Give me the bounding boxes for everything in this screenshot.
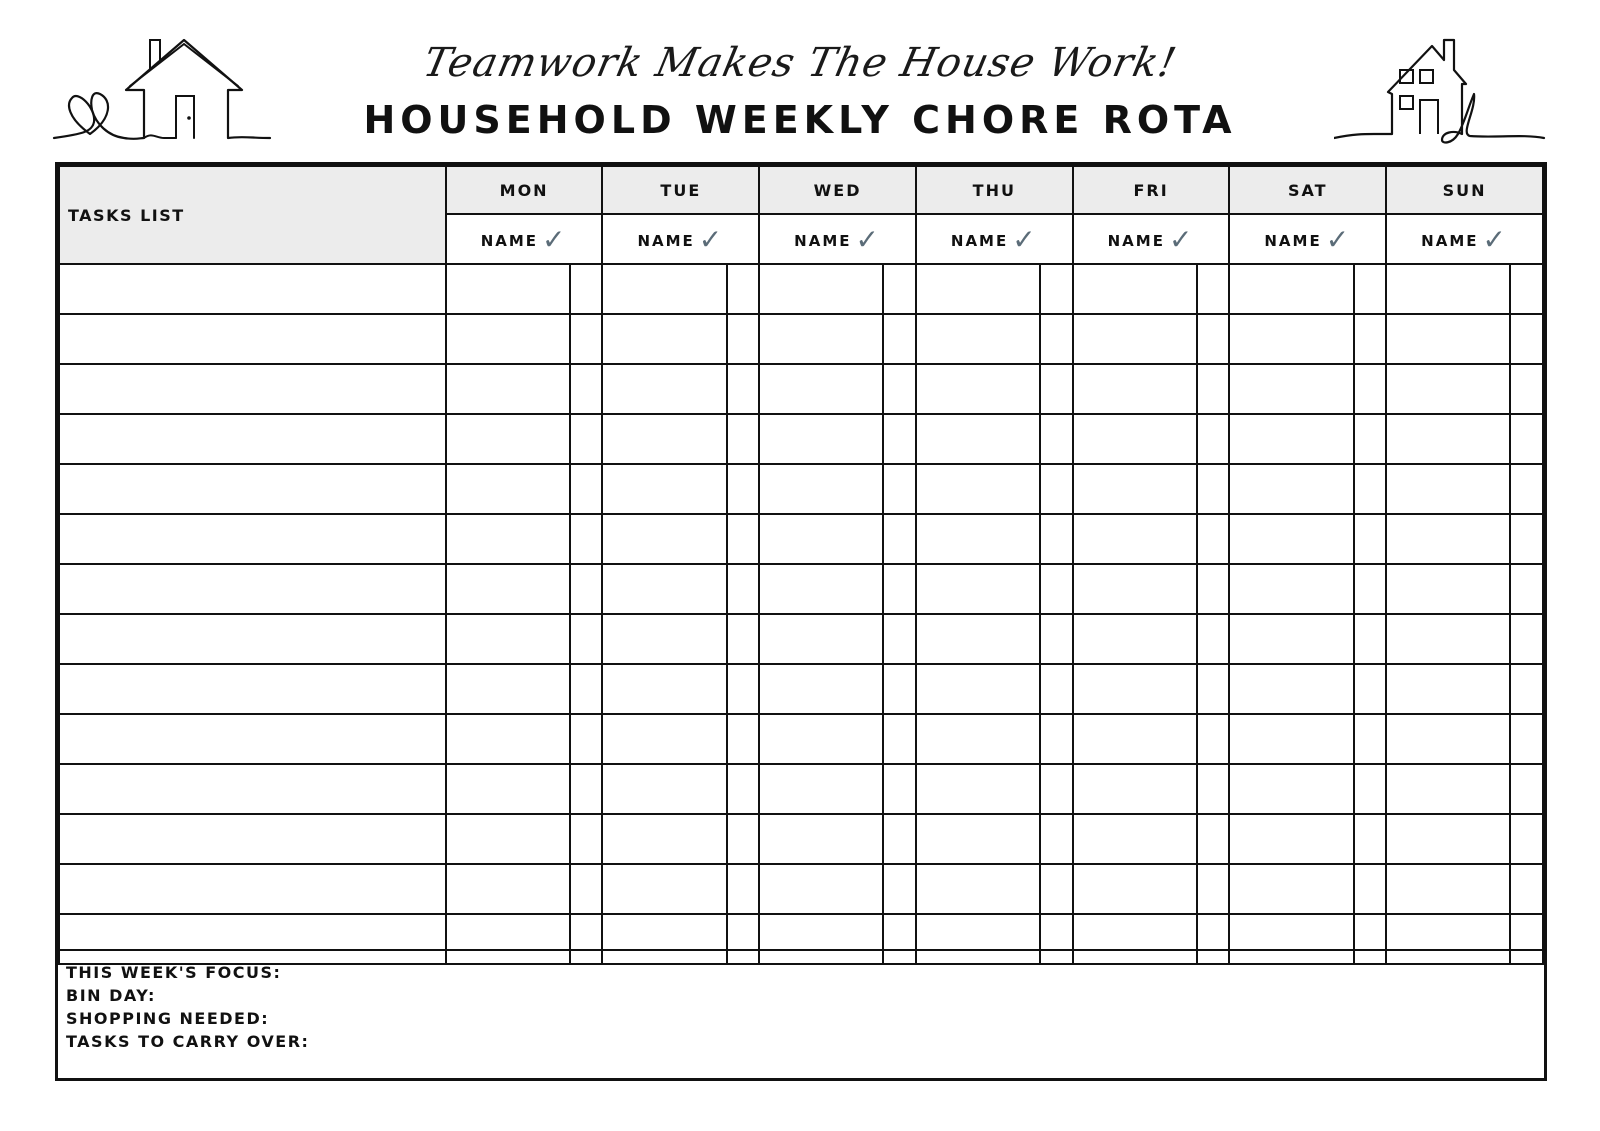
name-cell-sun[interactable] (1386, 664, 1510, 714)
name-cell-wed[interactable] (759, 314, 883, 364)
name-cell-thu[interactable] (916, 864, 1040, 914)
checkbox-cell-wed[interactable] (883, 264, 916, 314)
name-cell-wed[interactable] (759, 614, 883, 664)
checkbox-cell-thu[interactable] (1040, 414, 1073, 464)
name-cell-mon[interactable] (446, 664, 570, 714)
name-cell-mon[interactable] (446, 814, 570, 864)
name-cell-wed[interactable] (759, 864, 883, 914)
checkbox-cell-mon[interactable] (570, 814, 603, 864)
task-cell[interactable] (59, 764, 446, 814)
checkbox-cell-fri[interactable] (1197, 264, 1230, 314)
header (0, 0, 1600, 160)
day-header-thu: THU (916, 166, 1073, 214)
name-cell-wed[interactable] (759, 664, 883, 714)
name-cell-fri[interactable] (1073, 514, 1197, 564)
checkbox-cell-wed[interactable] (883, 414, 916, 464)
name-cell-fri[interactable] (1073, 564, 1197, 614)
name-cell-sun[interactable] (1386, 614, 1510, 664)
checkbox-cell-sun[interactable] (1510, 864, 1543, 914)
name-cell-fri[interactable] (1073, 264, 1197, 314)
task-cell[interactable] (59, 514, 446, 564)
checkbox-cell-fri[interactable] (1197, 414, 1230, 464)
name-cell-tue[interactable] (602, 814, 726, 864)
name-cell-mon[interactable] (446, 614, 570, 664)
chore-table-frame (55, 162, 1547, 1081)
checkbox-cell-sat[interactable] (1354, 864, 1387, 914)
name-cell-fri[interactable] (1073, 864, 1197, 914)
name-cell-sun[interactable] (1386, 764, 1510, 814)
task-cell[interactable] (59, 314, 446, 364)
table-row (59, 614, 1543, 664)
name-header-tue (602, 214, 759, 264)
table-row (59, 414, 1543, 464)
checkbox-cell-sun[interactable] (1510, 614, 1543, 664)
checkbox-cell-tue[interactable] (727, 314, 760, 364)
table-row (59, 714, 1543, 764)
checkbox-cell-tue[interactable] (727, 764, 760, 814)
checkbox-cell-mon[interactable] (570, 414, 603, 464)
checkbox-cell-sat[interactable] (1354, 364, 1387, 414)
name-header-mon (446, 214, 603, 264)
checkbox-cell-sat[interactable] (1354, 414, 1387, 464)
name-cell-sun[interactable] (1386, 314, 1510, 364)
name-cell-mon[interactable] (446, 264, 570, 314)
table-row (59, 864, 1543, 914)
name-cell-thu[interactable] (916, 264, 1040, 314)
checkbox-cell-tue[interactable] (727, 414, 760, 464)
checkbox-cell-sat[interactable] (1354, 664, 1387, 714)
name-cell-sun[interactable] (1386, 814, 1510, 864)
table-row (59, 814, 1543, 864)
checkbox-cell-tue[interactable] (727, 464, 760, 514)
checkbox-cell-sat[interactable] (1354, 764, 1387, 814)
check-mark-icon: ✓ (698, 222, 725, 256)
check-mark-icon: ✓ (1168, 222, 1195, 256)
checkbox-cell-mon[interactable] (570, 614, 603, 664)
checkbox-cell-mon[interactable] (570, 714, 603, 764)
name-cell-fri[interactable] (1073, 364, 1197, 414)
name-cell-tue[interactable] (602, 264, 726, 314)
checkbox-cell-sat[interactable] (1354, 464, 1387, 514)
name-cell-fri[interactable] (1073, 414, 1197, 464)
check-mark-icon: ✓ (542, 222, 568, 256)
checkbox-cell-fri[interactable] (1197, 764, 1230, 814)
name-cell-sat[interactable] (1229, 864, 1353, 914)
checkbox-cell-wed[interactable] (883, 314, 916, 364)
checkbox-cell-fri[interactable] (1197, 664, 1230, 714)
name-cell-fri[interactable] (1073, 464, 1197, 514)
table-row (59, 464, 1543, 514)
checkbox-cell-sun[interactable] (1510, 314, 1543, 364)
checkbox-cell-tue[interactable] (727, 364, 760, 414)
task-cell[interactable] (59, 564, 446, 614)
name-cell-sun[interactable] (1386, 514, 1510, 564)
name-cell-thu[interactable] (916, 514, 1040, 564)
checkbox-cell-sat[interactable] (1354, 514, 1387, 564)
note-tasks-to-carry-over: TASKS TO CARRY OVER: (66, 1032, 310, 1051)
name-cell-thu[interactable] (916, 314, 1040, 364)
checkbox-cell-wed[interactable] (883, 364, 916, 414)
name-cell-tue[interactable] (602, 564, 726, 614)
name-cell-tue[interactable] (602, 714, 726, 764)
checkbox-cell-wed[interactable] (883, 564, 916, 614)
check-mark-icon: ✓ (855, 222, 881, 256)
name-cell-tue[interactable] (602, 664, 726, 714)
checkbox-cell-mon[interactable] (570, 364, 603, 414)
name-cell-tue[interactable] (602, 464, 726, 514)
name-cell-sat[interactable] (1229, 264, 1353, 314)
checkbox-cell-thu[interactable] (1040, 564, 1073, 614)
checkbox-cell-sun[interactable] (1510, 264, 1543, 314)
name-cell-mon[interactable] (446, 464, 570, 514)
checkbox-cell-mon[interactable] (570, 664, 603, 714)
checkbox-cell-mon[interactable] (570, 264, 603, 314)
name-cell-sun[interactable] (1386, 864, 1510, 914)
name-cell-sat[interactable] (1229, 714, 1353, 764)
task-cell[interactable] (59, 414, 446, 464)
name-cell-wed[interactable] (759, 364, 883, 414)
name-cell-mon[interactable] (446, 764, 570, 814)
name-cell-fri[interactable] (1073, 664, 1197, 714)
name-cell-mon[interactable] (446, 364, 570, 414)
name-cell-mon[interactable] (446, 314, 570, 364)
task-cell[interactable] (59, 664, 446, 714)
checkbox-cell-wed[interactable] (883, 514, 916, 564)
checkbox-cell-sun[interactable] (1510, 714, 1543, 764)
name-cell-fri[interactable] (1073, 714, 1197, 764)
name-label: NAME (1107, 231, 1165, 250)
checkbox-cell-thu[interactable] (1040, 814, 1073, 864)
name-cell-fri[interactable] (1073, 764, 1197, 814)
checkbox-cell-wed[interactable] (883, 764, 916, 814)
name-cell-sat[interactable] (1229, 764, 1353, 814)
checkbox-cell-sat[interactable] (1354, 614, 1387, 664)
checkbox-cell-wed[interactable] (883, 464, 916, 514)
checkbox-cell-thu[interactable] (1040, 264, 1073, 314)
name-cell-tue[interactable] (602, 864, 726, 914)
name-cell-thu[interactable] (916, 814, 1040, 864)
checkbox-cell-mon[interactable] (570, 564, 603, 614)
checkbox-cell-fri[interactable] (1197, 614, 1230, 664)
checkbox-cell-fri[interactable] (1197, 514, 1230, 564)
checkbox-cell-fri[interactable] (1197, 364, 1230, 414)
table-row (59, 664, 1543, 714)
day-header-sat: SAT (1229, 166, 1386, 214)
name-cell-mon[interactable] (446, 564, 570, 614)
name-label: NAME (1264, 231, 1322, 250)
checkbox-cell-thu[interactable] (1040, 314, 1073, 364)
name-cell-wed[interactable] (759, 514, 883, 564)
name-cell-fri[interactable] (1073, 614, 1197, 664)
check-mark-icon: ✓ (1325, 222, 1352, 256)
script-subtitle: Teamwork Makes The House Work! (419, 40, 1181, 86)
checkbox-cell-tue[interactable] (727, 264, 760, 314)
day-header-tue: TUE (602, 166, 759, 214)
table-row (59, 264, 1543, 314)
name-cell-sat[interactable] (1229, 814, 1353, 864)
name-cell-sat[interactable] (1229, 414, 1353, 464)
name-label: NAME (480, 231, 539, 250)
checkbox-cell-fri[interactable] (1197, 314, 1230, 364)
chore-table (58, 165, 1544, 965)
checkbox-cell-wed[interactable] (883, 664, 916, 714)
checkbox-cell-sat[interactable] (1354, 814, 1387, 864)
checkbox-cell-mon[interactable] (570, 514, 603, 564)
note-this-weeks-focus: THIS WEEK'S FOCUS: (66, 963, 282, 982)
name-cell-tue[interactable] (602, 314, 726, 364)
name-label: NAME (950, 231, 1009, 250)
day-header-wed: WED (759, 166, 916, 214)
checkbox-cell-thu[interactable] (1040, 764, 1073, 814)
name-cell-sun[interactable] (1386, 364, 1510, 414)
day-header-sun: SUN (1386, 166, 1543, 214)
checkbox-cell-tue[interactable] (727, 614, 760, 664)
name-cell-thu[interactable] (916, 614, 1040, 664)
name-cell-sat[interactable] (1229, 614, 1353, 664)
name-cell-wed[interactable] (759, 464, 883, 514)
tasks-list-header: TASKS LIST (59, 166, 446, 264)
task-cell[interactable] (59, 614, 446, 664)
name-cell-thu[interactable] (916, 664, 1040, 714)
checkbox-cell-sun[interactable] (1510, 764, 1543, 814)
task-rows (59, 264, 1543, 964)
name-cell-mon[interactable] (446, 514, 570, 564)
table-row (59, 514, 1543, 564)
table-row (59, 364, 1543, 414)
name-cell-sun[interactable] (1386, 264, 1510, 314)
page-title: HOUSEHOLD WEEKLY CHORE ROTA (363, 98, 1237, 142)
name-cell-sat[interactable] (1229, 514, 1353, 564)
name-cell-wed[interactable] (759, 564, 883, 614)
name-cell-thu[interactable] (916, 764, 1040, 814)
name-label: NAME (794, 231, 852, 250)
name-cell-wed[interactable] (759, 264, 883, 314)
name-cell-tue[interactable] (602, 514, 726, 564)
checkbox-cell-wed[interactable] (883, 714, 916, 764)
name-cell-sat[interactable] (1229, 464, 1353, 514)
name-cell-tue[interactable] (602, 764, 726, 814)
name-cell-sun[interactable] (1386, 714, 1510, 764)
task-cell[interactable] (59, 814, 446, 864)
name-header-sat (1229, 214, 1386, 264)
check-mark-icon: ✓ (1482, 222, 1508, 256)
checkbox-cell-sun[interactable] (1510, 514, 1543, 564)
checkbox-cell-sun[interactable] (1510, 564, 1543, 614)
checkbox-cell-mon[interactable] (570, 464, 603, 514)
name-cell-thu[interactable] (916, 714, 1040, 764)
checkbox-cell-fri[interactable] (1197, 464, 1230, 514)
checkbox-cell-tue[interactable] (727, 564, 760, 614)
checkbox-cell-sat[interactable] (1354, 314, 1387, 364)
checkbox-cell-sun[interactable] (1510, 814, 1543, 864)
name-cell-mon[interactable] (446, 714, 570, 764)
name-cell-sat[interactable] (1229, 564, 1353, 614)
name-cell-sun[interactable] (1386, 464, 1510, 514)
name-cell-wed[interactable] (759, 414, 883, 464)
name-cell-wed[interactable] (759, 764, 883, 814)
name-header-wed (759, 214, 916, 264)
table-row (59, 314, 1543, 364)
name-label: NAME (1421, 231, 1479, 250)
checkbox-cell-fri[interactable] (1197, 814, 1230, 864)
name-cell-thu[interactable] (916, 414, 1040, 464)
checkbox-cell-wed[interactable] (883, 814, 916, 864)
name-cell-thu[interactable] (916, 464, 1040, 514)
checkbox-cell-thu[interactable] (1040, 864, 1073, 914)
name-cell-sat[interactable] (1229, 664, 1353, 714)
checkbox-cell-sun[interactable] (1510, 364, 1543, 414)
checkbox-cell-thu[interactable] (1040, 514, 1073, 564)
task-cell[interactable] (59, 264, 446, 314)
checkbox-cell-thu[interactable] (1040, 464, 1073, 514)
note-shopping-needed: SHOPPING NEEDED: (66, 1009, 270, 1028)
name-cell-sat[interactable] (1229, 364, 1353, 414)
checkbox-cell-thu[interactable] (1040, 364, 1073, 414)
checkbox-cell-tue[interactable] (727, 714, 760, 764)
task-cell[interactable] (59, 864, 446, 914)
day-header-mon: MON (446, 166, 603, 214)
name-cell-tue[interactable] (602, 614, 726, 664)
checkbox-cell-fri[interactable] (1197, 564, 1230, 614)
checkbox-cell-mon[interactable] (570, 314, 603, 364)
checkbox-cell-sun[interactable] (1510, 464, 1543, 514)
task-cell[interactable] (59, 464, 446, 514)
checkbox-cell-tue[interactable] (727, 514, 760, 564)
checkbox-cell-thu[interactable] (1040, 664, 1073, 714)
checkbox-cell-mon[interactable] (570, 864, 603, 914)
name-cell-fri[interactable] (1073, 814, 1197, 864)
checkbox-cell-fri[interactable] (1197, 864, 1230, 914)
name-header-sun (1386, 214, 1543, 264)
checkbox-cell-mon[interactable] (570, 764, 603, 814)
name-cell-wed[interactable] (759, 814, 883, 864)
checkbox-cell-sat[interactable] (1354, 564, 1387, 614)
house-doodle (1334, 34, 1546, 146)
checkbox-cell-sun[interactable] (1510, 414, 1543, 464)
table-row (59, 764, 1543, 814)
checkbox-cell-sat[interactable] (1354, 264, 1387, 314)
checkbox-cell-thu[interactable] (1040, 714, 1073, 764)
checkbox-cell-tue[interactable] (727, 814, 760, 864)
name-cell-mon[interactable] (446, 864, 570, 914)
checkbox-cell-tue[interactable] (727, 864, 760, 914)
name-cell-thu[interactable] (916, 364, 1040, 414)
name-label: NAME (637, 231, 695, 250)
checkbox-cell-fri[interactable] (1197, 714, 1230, 764)
checkbox-cell-tue[interactable] (727, 664, 760, 714)
name-cell-sun[interactable] (1386, 564, 1510, 614)
checkbox-cell-wed[interactable] (883, 864, 916, 914)
note-bin-day: BIN DAY: (66, 986, 156, 1005)
name-cell-fri[interactable] (1073, 314, 1197, 364)
checkbox-cell-sun[interactable] (1510, 664, 1543, 714)
checkbox-cell-thu[interactable] (1040, 614, 1073, 664)
name-header-thu (916, 214, 1073, 264)
name-cell-tue[interactable] (602, 364, 726, 414)
task-cell[interactable] (59, 714, 446, 764)
day-header-fri: FRI (1073, 166, 1230, 214)
name-cell-wed[interactable] (759, 714, 883, 764)
name-cell-sat[interactable] (1229, 314, 1353, 364)
task-cell[interactable] (59, 364, 446, 414)
checkbox-cell-wed[interactable] (883, 614, 916, 664)
name-cell-sun[interactable] (1386, 414, 1510, 464)
name-header-fri (1073, 214, 1230, 264)
table-row (59, 564, 1543, 614)
name-cell-mon[interactable] (446, 414, 570, 464)
notes-section[interactable] (58, 949, 1544, 1078)
name-cell-tue[interactable] (602, 414, 726, 464)
check-mark-icon: ✓ (1012, 222, 1038, 256)
checkbox-cell-sat[interactable] (1354, 714, 1387, 764)
name-cell-thu[interactable] (916, 564, 1040, 614)
